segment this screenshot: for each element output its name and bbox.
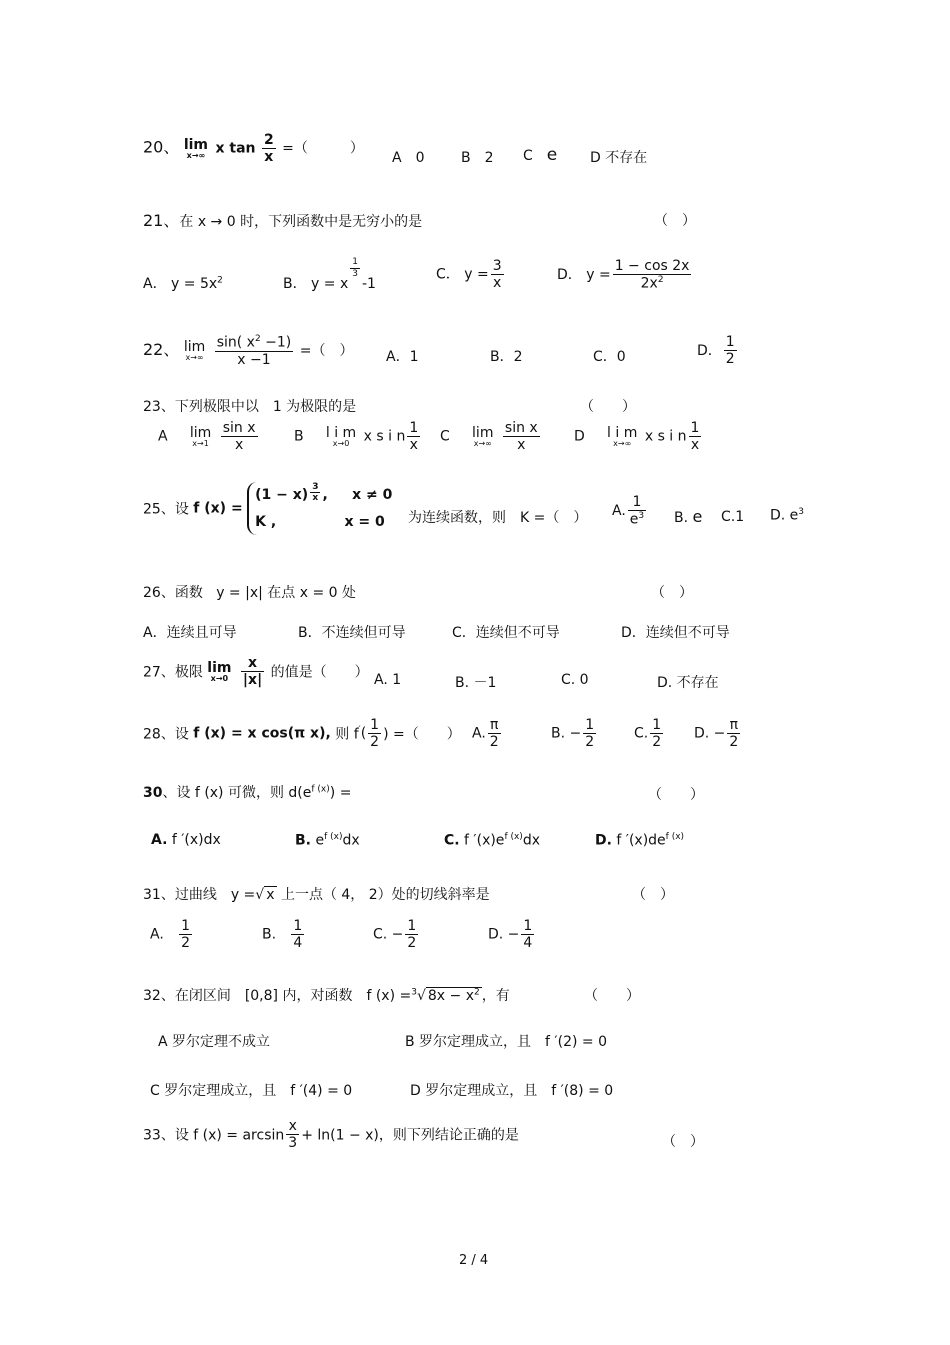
answer-paren: （ ） [662,1134,704,1150]
q31-option-a: A. $\frac{1}{2}$ [150,918,191,952]
q25-option-d: D. $e^3$ [770,507,805,524]
question-21 [143,208,422,231]
q30-option-d: D. f $'(x)de^{f (x)}$ [595,832,685,849]
question-27: 27、极限 lim x→0 $\frac{x}{|x|}$ 的值是（ ） [143,655,369,689]
q31-option-d: D. − $\frac{1}{4}$ [488,918,533,952]
q31-option-b: B. $\frac{1}{4}$ [262,918,303,952]
question-number: 20、 [143,137,180,157]
q30-option-a: A. f ′(x)dx [151,832,221,848]
q21-option-b: B． y = x $\frac{1}{3}$ -1 [283,257,376,292]
q26-option-c: C．连续但不可导 [452,625,560,641]
equals-paren: =（ ） [282,140,364,157]
question-25: 25、设 f (x) = (1 − x) $^{\frac{3}{x}}$ , x ≠ 0 K , x = 0 [143,482,392,535]
q22-option-a: A．1 [386,349,419,365]
q32-option-b: B 罗尔定理成立，且 f ′(2) = 0 [405,1034,607,1050]
q23-option-c: C lim x→∞ $\frac{\text{sin x}}{x}$ [440,420,538,454]
q27-option-b: B. －1 [455,675,497,691]
q28-option-a: A. $\frac{\pi}{2}$ [472,717,499,751]
q30-option-c: C. f $'(x)e^{f (x)}dx$ [444,832,540,849]
q28-option-d: D. − $\frac{\pi}{2}$ [694,717,739,751]
answer-paren: （ ） [648,787,704,803]
fraction: $\frac{\sin( x^2 -1)}{x -1}$ [216,334,292,368]
answer-paren: （ ） [651,585,693,601]
question-22: 22、 lim x→∞ $\frac{\sin( x^2 -1)}{x -1}$ =（ ） [143,334,354,368]
q28-option-c: C. $\frac{1}{2}$ [634,717,662,751]
q22-option-c: C．0 [593,349,626,365]
q21-option-d: D． y = $\frac{1 - \cos 2x}{2x^2}$ [557,258,690,292]
answer-paren: （ ） [632,887,674,903]
question-33: 33、设 f (x) = arcsin $\frac{x}{3}$ + ln(1 − x)，则下列结论正确的是 [143,1118,519,1152]
expression: x tan [215,140,256,157]
answer-paren: （ ） [580,399,636,415]
q31-option-c: C. − $\frac{1}{2}$ [373,918,417,952]
q26-option-d: D．连续但不可导 [621,625,730,641]
q25-option-b: B. e [674,507,703,526]
answer-paren: （ ） [654,213,696,229]
q27-option-d: D. 不存在 [657,675,719,691]
q26-option-a: A．连续且可导 [143,625,237,641]
answer-paren: （ ） [584,988,640,1004]
q20-option-a: A 0 [392,150,425,166]
q30-option-b: B. $e^{f (x)}dx$ [295,832,360,849]
q26-option-b: B．不连续但可导 [298,625,406,641]
q20-option-d: D 不存在 [590,150,648,166]
fraction: $\frac{2}{x}$ [263,132,274,166]
q27-option-a: A. 1 [374,672,402,688]
question-23: 23、下列极限中以 1 为极限的是 [143,399,357,415]
question-number: 22、 [143,339,180,359]
q22-option-d: D． $\frac{1}{2}$ [697,334,735,368]
question-25-text: 为连续函数，则 K =（ ） [408,510,588,526]
question-30: 30、设 f (x) 可微，则 $d(e^{f (x)})$ = [143,784,352,801]
q22-option-b: B．2 [490,349,523,365]
q23-option-b: B l i m x→0 x s i n $\frac{1}{x}$ [294,420,419,454]
limit: lim x→∞ [183,338,206,362]
q23-option-d: D l i m x→∞ x s i n $\frac{1}{x}$ [574,420,700,454]
q25-option-a: A. $\frac{1}{e^3}$ [612,494,645,528]
q25-option-c: C.1 [721,509,745,525]
question-31: 31、过曲线 y =√ x 上一点（ 4， 2）处的切线斜率是 [143,887,490,903]
question-28: 28、设 f (x) = x cos(π x), 则 f′( $\frac{1}{2}$ ) =（ ） [143,717,461,751]
q21-option-a: A． $y = 5x^2$ [143,275,223,292]
q27-option-c: C. 0 [561,672,589,688]
q32-option-c: C 罗尔定理成立，且 f ′(4) = 0 [150,1083,353,1099]
q20-option-b: B 2 [461,150,494,166]
q32-option-d: D 罗尔定理成立，且 f ′(8) = 0 [410,1083,614,1099]
q32-option-a: A 罗尔定理不成立 [158,1034,271,1050]
question-number: 21、 [143,211,180,230]
page-number: 2 / 4 [459,1253,489,1268]
q20-option-c: C e [523,145,558,165]
sqrt-icon: √ [255,887,265,903]
question-20 [143,132,364,165]
q23-option-a: A lim x→1 $\frac{\text{sin x}}{x}$ [158,420,256,454]
limit: lim x→∞ [183,136,209,160]
piecewise-brace: (1 − x) $^{\frac{3}{x}}$ , x ≠ 0 K , x = 0 [247,482,392,535]
cube-root-icon: √ [416,988,426,1004]
question-26: 26、函数 y = |x| 在点 x = 0 处 [143,585,357,601]
q28-option-b: B. − $\frac{1}{2}$ [551,717,595,751]
question-32: 32、在闭区间 [0,8] 内，对函数 f (x) =$^3$√ $8x - x^2$ ，有 [143,987,510,1004]
question-text: 在 x → 0 时，下列函数中是无穷小的是 [179,214,423,230]
q21-option-c: C． y = $\frac{3}{x}$ [436,258,502,292]
